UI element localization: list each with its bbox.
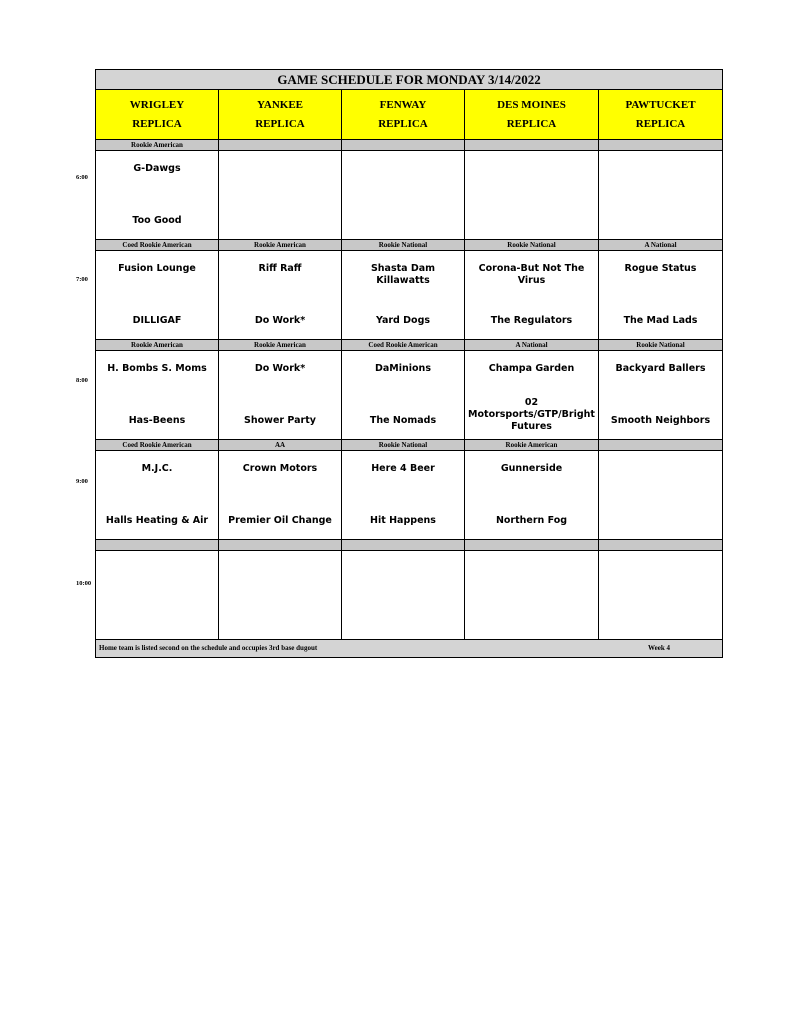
game-cell xyxy=(219,351,342,440)
home-team: The Regulators xyxy=(490,315,573,326)
field-name: YANKEE xyxy=(256,98,304,111)
home-team: Hit Happens xyxy=(370,515,436,526)
week-label: Week 4 xyxy=(648,644,670,652)
division-label: A National xyxy=(599,240,723,251)
field-name: WRIGLEY xyxy=(129,98,185,111)
field-header-wrigley xyxy=(96,90,219,140)
away-team: Fusion Lounge xyxy=(118,263,196,274)
game-cell xyxy=(465,151,599,240)
field-sub: REPLICA xyxy=(378,117,428,130)
division-label xyxy=(465,140,599,151)
game-cell xyxy=(599,351,723,440)
home-team: Premier Oil Change xyxy=(228,515,332,526)
schedule-footer xyxy=(96,640,723,658)
game-cell xyxy=(96,351,219,440)
division-label: Rookie National xyxy=(342,440,465,451)
game-cell xyxy=(465,551,599,640)
division-label: Coed Rookie American xyxy=(342,340,465,351)
game-cell xyxy=(342,551,465,640)
away-team: Rogue Status xyxy=(624,263,697,274)
game-cell xyxy=(465,451,599,540)
game-cell xyxy=(96,151,219,240)
division-row xyxy=(96,240,723,251)
field-name: DES MOINES xyxy=(497,98,566,111)
time-label-8: 8:00 xyxy=(76,377,88,384)
division-row xyxy=(96,540,723,551)
home-team: Too Good xyxy=(132,215,182,226)
division-label xyxy=(599,140,723,151)
schedule-sheet xyxy=(95,69,722,658)
home-team: Yard Dogs xyxy=(375,315,431,326)
game-cell xyxy=(342,151,465,240)
division-label: Rookie American xyxy=(219,240,342,251)
time-label-9: 9:00 xyxy=(76,478,88,485)
division-label xyxy=(599,540,723,551)
division-label xyxy=(599,440,723,451)
field-name: PAWTUCKET xyxy=(625,98,696,111)
division-label: Rookie National xyxy=(465,240,599,251)
field-sub: REPLICA xyxy=(255,117,305,130)
footer-note: Home team is listed second on the schedule and occupies 3rd base dugout xyxy=(99,644,318,652)
schedule-title: GAME SCHEDULE FOR MONDAY 3/14/2022 xyxy=(96,70,723,90)
division-label xyxy=(342,140,465,151)
game-cell xyxy=(96,251,219,340)
away-team: Shasta Dam Killawatts xyxy=(370,263,436,286)
game-cell xyxy=(219,251,342,340)
field-header-row xyxy=(96,90,723,140)
home-team: Do Work* xyxy=(254,315,306,326)
schedule-table xyxy=(95,69,723,658)
home-team: The Nomads xyxy=(369,415,437,426)
game-cell xyxy=(342,451,465,540)
division-row xyxy=(96,340,723,351)
division-label: Coed Rookie American xyxy=(96,440,219,451)
field-sub: REPLICA xyxy=(132,117,182,130)
game-row xyxy=(96,451,723,540)
away-team: M.J.C. xyxy=(141,463,173,474)
game-cell xyxy=(96,551,219,640)
division-label xyxy=(96,540,219,551)
home-team: Shower Party xyxy=(244,415,316,426)
game-cell xyxy=(219,551,342,640)
field-name: FENWAY xyxy=(379,98,427,111)
game-row xyxy=(96,551,723,640)
home-team: 02 Motorsports/GTP/Bright Futures xyxy=(468,397,595,432)
division-label: Coed Rookie American xyxy=(96,240,219,251)
division-label xyxy=(342,540,465,551)
game-cell xyxy=(465,251,599,340)
division-label xyxy=(465,540,599,551)
home-team: Northern Fog xyxy=(495,515,568,526)
home-team: Has-Beens xyxy=(128,415,186,426)
game-cell xyxy=(465,351,599,440)
game-cell xyxy=(96,451,219,540)
game-cell xyxy=(599,451,723,540)
division-row xyxy=(96,440,723,451)
game-cell xyxy=(219,451,342,540)
away-team: Gunnerside xyxy=(500,463,563,474)
game-row xyxy=(96,351,723,440)
division-label xyxy=(219,540,342,551)
time-label-6: 6:00 xyxy=(76,174,88,181)
away-team: Backyard Ballers xyxy=(615,363,706,374)
game-cell xyxy=(342,351,465,440)
division-label: Rookie American xyxy=(96,140,219,151)
home-team: DILLIGAF xyxy=(132,315,182,326)
time-label-10: 10:00 xyxy=(76,580,92,587)
game-row xyxy=(96,151,723,240)
away-team: Do Work* xyxy=(254,363,306,374)
away-team: DaMinions xyxy=(375,363,431,374)
field-header-fenway xyxy=(342,90,465,140)
division-label: AA xyxy=(219,440,342,451)
field-header-des-moines xyxy=(465,90,599,140)
field-header-yankee xyxy=(219,90,342,140)
division-label xyxy=(219,140,342,151)
game-cell xyxy=(342,251,465,340)
game-cell xyxy=(599,151,723,240)
away-team: Champa Garden xyxy=(488,363,575,374)
game-cell xyxy=(599,251,723,340)
home-team: Smooth Neighbors xyxy=(610,415,711,426)
game-row xyxy=(96,251,723,340)
time-label-7: 7:00 xyxy=(76,276,88,283)
division-label: A National xyxy=(465,340,599,351)
field-header-pawtucket xyxy=(599,90,723,140)
home-team: Halls Heating & Air xyxy=(105,515,209,526)
field-sub: REPLICA xyxy=(635,117,686,130)
game-cell xyxy=(219,151,342,240)
division-label: Rookie American xyxy=(96,340,219,351)
away-team: Crown Motors xyxy=(242,463,318,474)
division-label: Rookie National xyxy=(342,240,465,251)
division-label: Rookie National xyxy=(599,340,723,351)
away-team: Corona-But Not The Virus xyxy=(478,263,585,286)
field-sub: REPLICA xyxy=(506,117,557,130)
game-cell xyxy=(599,551,723,640)
away-team: G-Dawgs xyxy=(133,163,181,174)
division-row xyxy=(96,140,723,151)
away-team: H. Bombs S. Moms xyxy=(107,363,207,374)
away-team: Here 4 Beer xyxy=(371,463,435,474)
away-team: Riff Raff xyxy=(258,263,302,274)
division-label: Rookie American xyxy=(219,340,342,351)
division-label: Rookie American xyxy=(465,440,599,451)
home-team: The Mad Lads xyxy=(623,315,698,326)
